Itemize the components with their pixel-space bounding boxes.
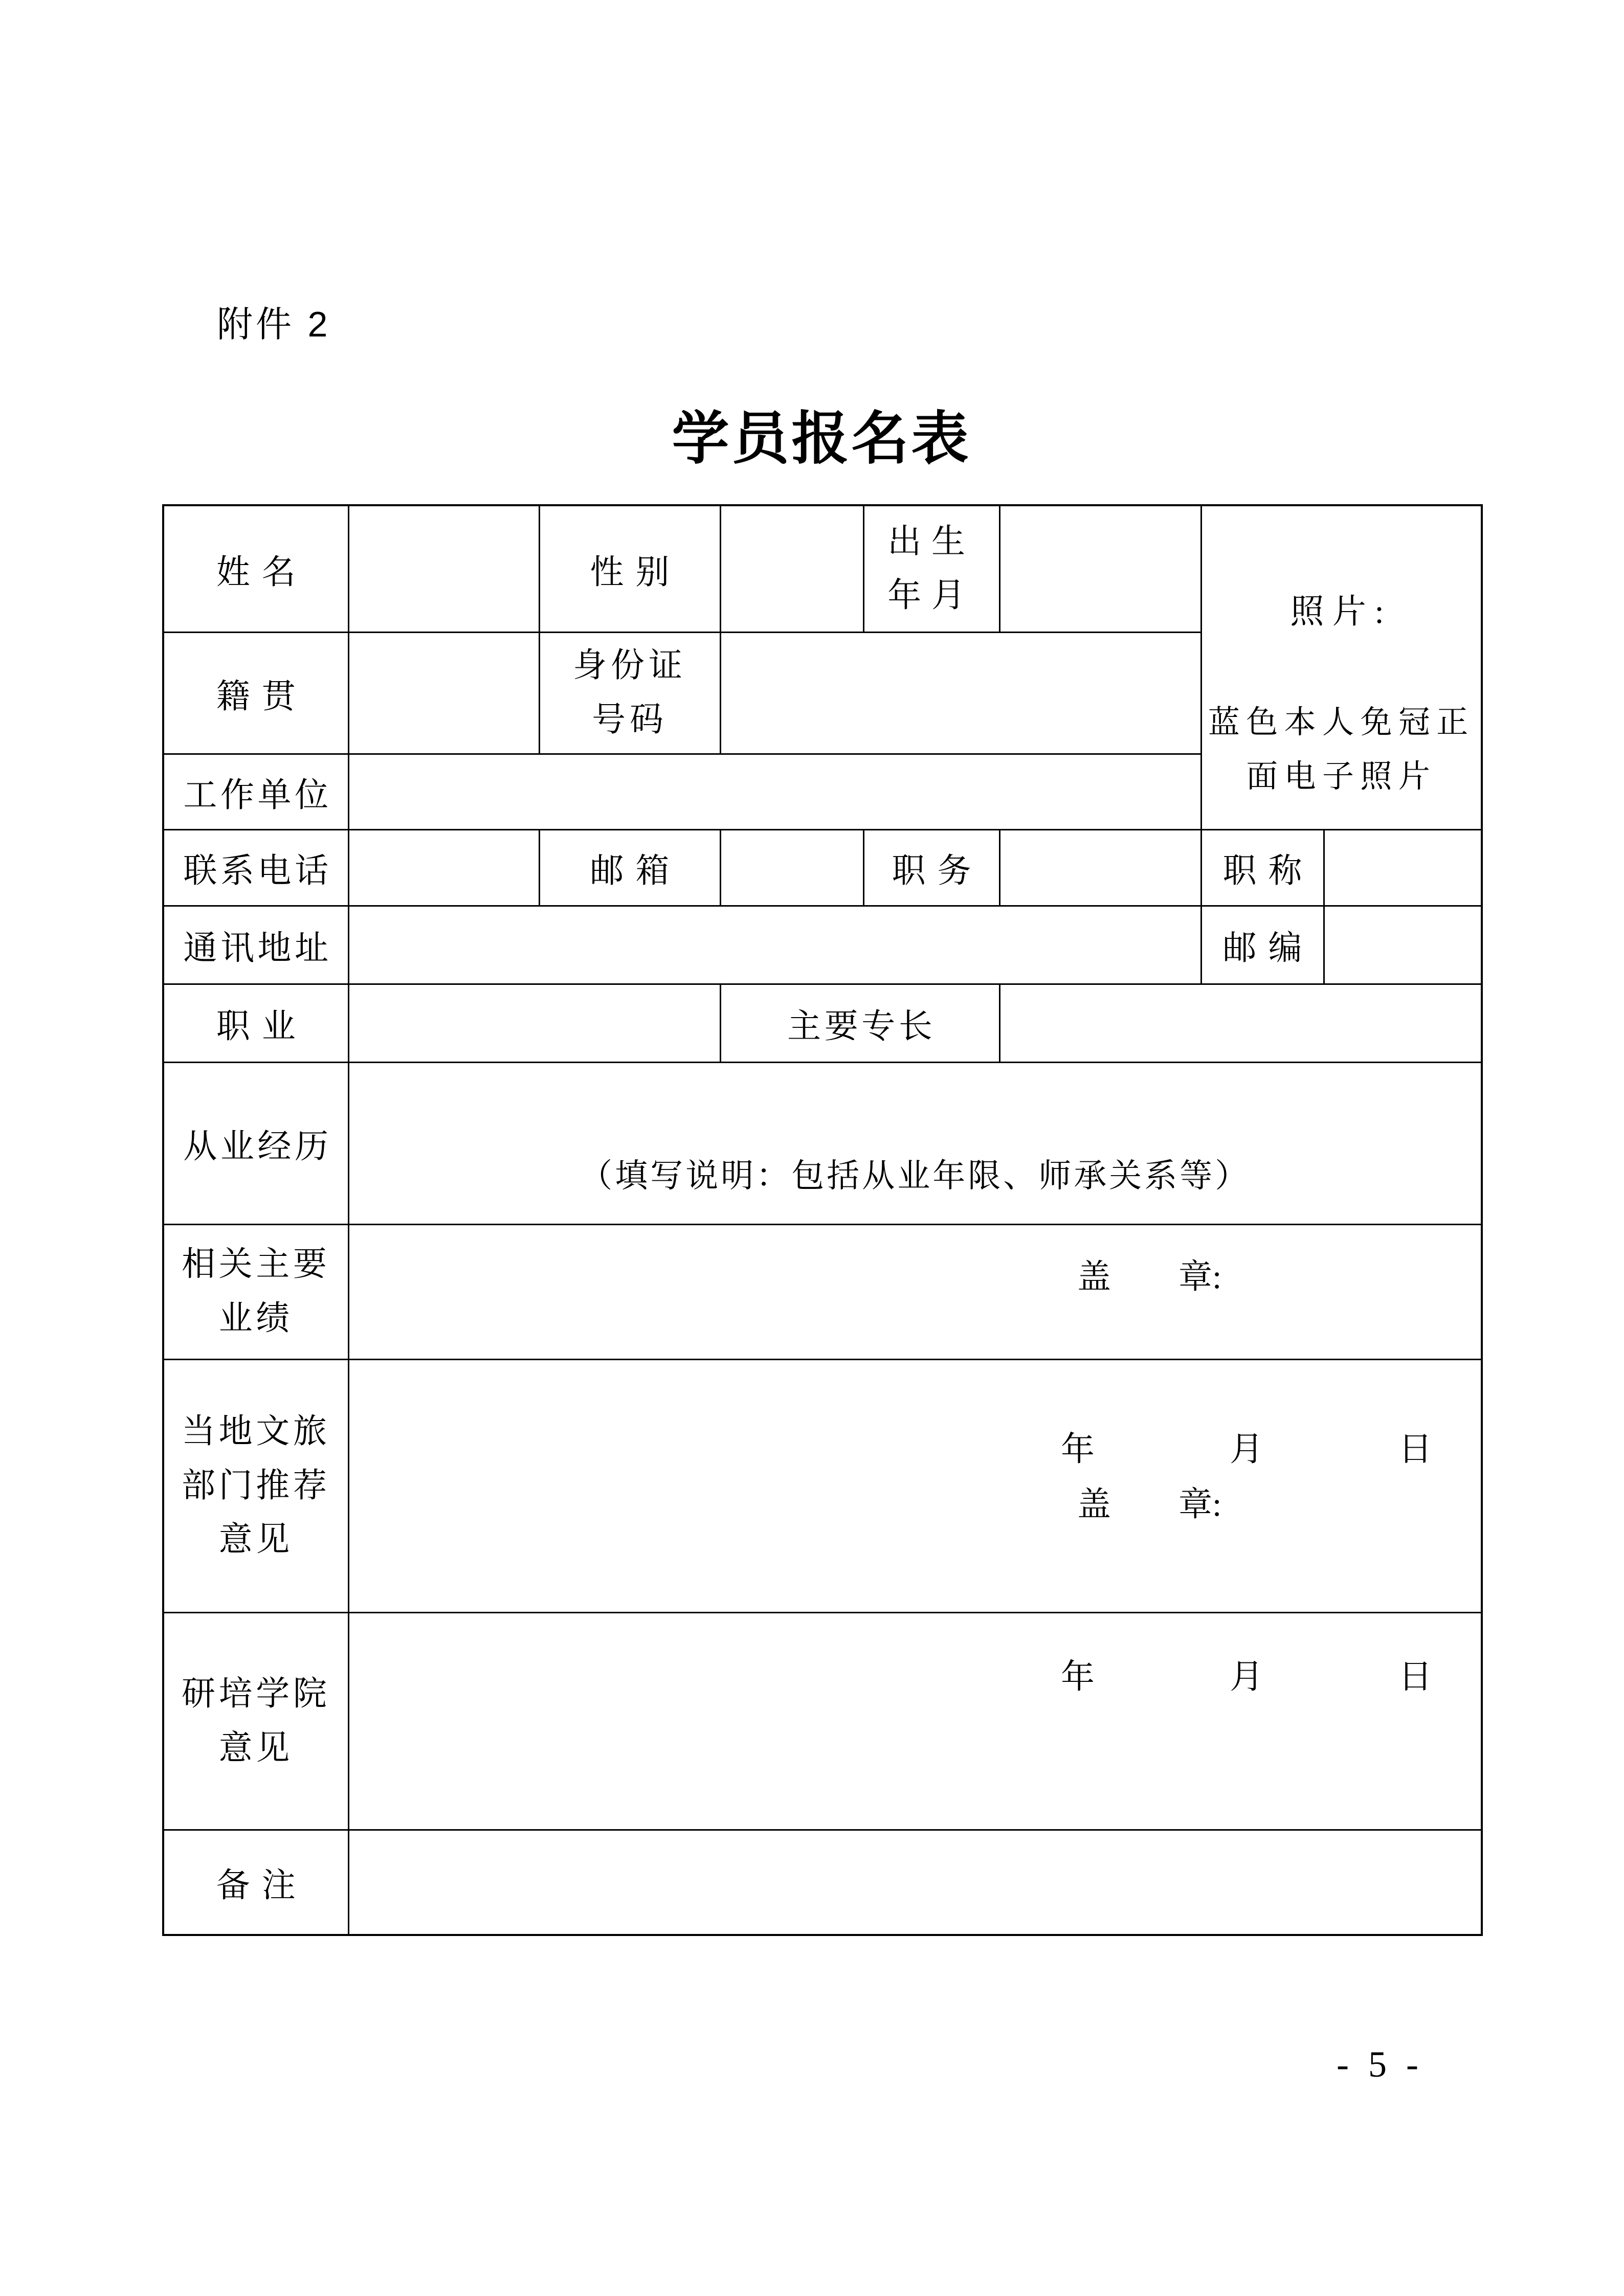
id-number-label: 身份证号码 — [573, 647, 686, 738]
local-dept-date-line: 年 月 日 — [1061, 1430, 1432, 1468]
work-unit-value-cell — [348, 754, 1201, 829]
expertise-value-cell — [999, 984, 1482, 1062]
registration-form-table — [162, 504, 1483, 1936]
native-place-label-cell — [163, 632, 348, 754]
photo-caption: 照片: — [1290, 593, 1393, 631]
prof-title-label-cell — [1201, 829, 1324, 906]
row-name — [163, 505, 1482, 632]
birth-label-cell — [863, 505, 999, 632]
experience-note: （填写说明：包括从业年限、师承关系等） — [580, 1157, 1251, 1194]
address-value-cell — [348, 906, 1201, 984]
page-number: - 5 - — [1337, 2044, 1423, 2085]
photo-cell-content — [1202, 508, 1481, 826]
remarks-value-cell — [348, 1830, 1482, 1935]
row-institute-opinion — [163, 1612, 1482, 1830]
birth-label: 出生年月 — [887, 523, 975, 615]
institute-opinion-value-cell — [348, 1486, 1482, 1830]
row-occupation — [163, 984, 1482, 1062]
institute-stamp-line: 盖 章: — [1077, 1486, 1222, 1524]
local-dept-opinion-label-cell — [163, 1359, 348, 1612]
expertise-label: 主要专长 — [787, 1008, 936, 1045]
phone-label: 联系电话 — [183, 852, 332, 890]
remarks-label-cell — [163, 1830, 348, 1935]
work-unit-label-cell — [163, 754, 348, 829]
prof-title-label: 职称 — [1222, 852, 1314, 890]
expertise-label-cell — [720, 984, 999, 1062]
experience-label-cell — [163, 1062, 348, 1224]
institute-opinion-label: 研培学院意见 — [182, 1675, 330, 1767]
address-label: 通讯地址 — [183, 930, 332, 967]
address-label-cell — [163, 906, 348, 984]
id-number-label-cell — [539, 632, 720, 754]
email-label-cell — [539, 829, 720, 906]
birth-value-cell — [999, 505, 1201, 632]
native-place-value-cell — [348, 632, 539, 754]
native-place-label: 籍贯 — [216, 678, 307, 715]
achievements-label-cell — [163, 1224, 348, 1359]
gender-value-cell — [720, 505, 863, 632]
name-label: 姓名 — [216, 553, 307, 591]
achievements-label: 相关主要业绩 — [182, 1246, 330, 1337]
row-remarks — [163, 1830, 1482, 1935]
prof-title-value-cell — [1324, 829, 1482, 906]
position-label-cell — [863, 829, 999, 906]
name-label-cell — [163, 505, 348, 632]
photo-note: 蓝色本人免冠正面电子照片 — [1208, 705, 1475, 794]
occupation-label-cell — [163, 984, 348, 1062]
position-value-cell — [999, 829, 1201, 906]
postal-code-value-cell — [1324, 906, 1482, 984]
photo-cell — [1201, 505, 1482, 829]
id-number-value-cell — [720, 632, 1201, 754]
local-dept-opinion-label: 当地文旅部门推荐意见 — [182, 1413, 330, 1559]
institute-opinion-label-cell — [163, 1612, 348, 1830]
remarks-label: 备注 — [216, 1867, 307, 1905]
work-unit-label: 工作单位 — [183, 776, 332, 814]
gender-label: 性别 — [590, 553, 681, 591]
phone-label-cell — [163, 829, 348, 906]
gender-label-cell — [539, 505, 720, 632]
postal-code-label-cell — [1201, 906, 1324, 984]
page-title: 学员报名表 — [672, 408, 971, 471]
experience-label: 从业经历 — [183, 1128, 332, 1165]
occupation-label: 职业 — [216, 1008, 307, 1045]
email-label: 邮箱 — [590, 852, 681, 890]
name-value-cell — [348, 505, 539, 632]
attachment-label: 附件 2 — [217, 304, 331, 344]
row-address — [163, 906, 1482, 984]
local-dept-stamp-line: 盖 章: — [1077, 1258, 1222, 1296]
institute-seal-block — [1061, 1362, 1432, 1821]
position-label: 职务 — [892, 852, 983, 890]
email-value-cell — [720, 829, 863, 906]
phone-value-cell — [348, 829, 539, 906]
row-contact — [163, 829, 1482, 906]
postal-code-label: 邮编 — [1222, 930, 1314, 967]
occupation-value-cell — [348, 984, 720, 1062]
institute-date-line: 年 月 日 — [1061, 1658, 1432, 1696]
